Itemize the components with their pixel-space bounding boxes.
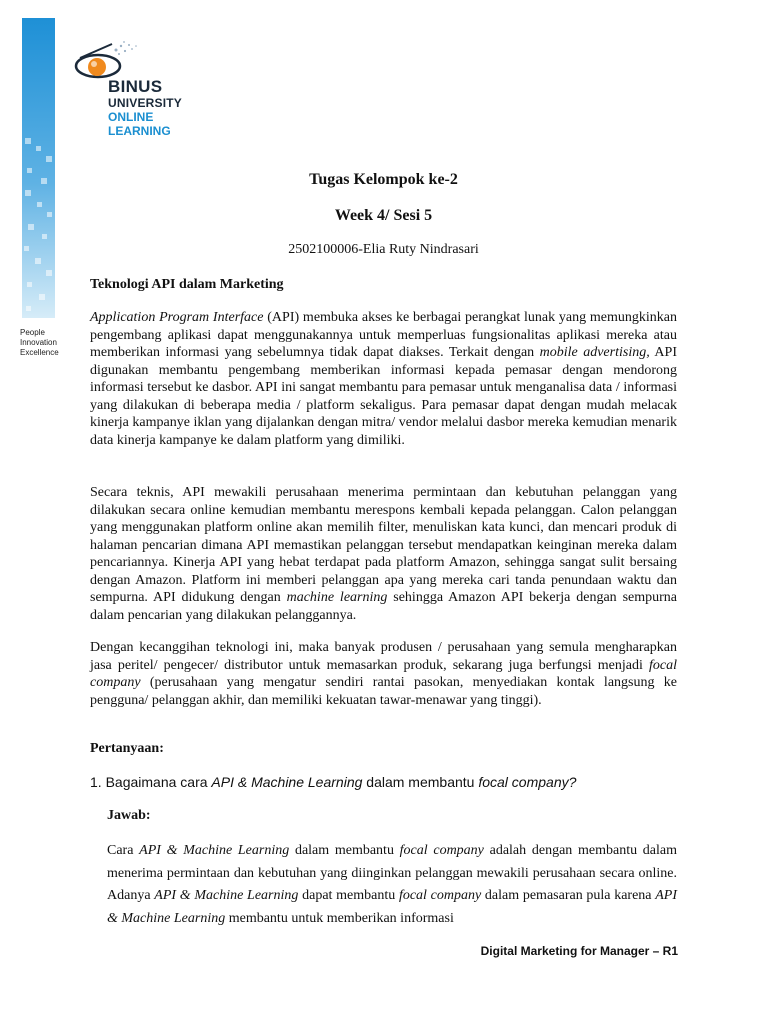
- answer-heading: Jawab:: [107, 808, 151, 823]
- question-1: 1. Bagaimana cara API & Machine Learning dalam membantu focal company?: [90, 774, 577, 790]
- tagline-innovation: Innovation: [20, 338, 57, 347]
- paragraph-3: Dengan kecanggihan teknologi ini, maka banyak produsen / perusahaan yang semula mengharapkan jasa peritel/ pengecer/ distributor untuk memasarkan produk, sekarang juga berfungsi menjadi focal company (perusahaan yang mengatur sendiri rantai pasokan, menyediakan kontak langsung ke pengguna/ pelanggan akhir, dan memiliki kekuatan tawar-menawar yang tinggi).: [90, 640, 677, 708]
- brand-university: UNIVERSITY: [108, 96, 183, 110]
- brand-learning: LEARNING: [108, 124, 171, 138]
- tagline-excellence: Excellence: [20, 348, 59, 357]
- brand-online: ONLINE: [108, 110, 154, 124]
- paragraph-2: Secara teknis, API mewakili perusahaan menerima permintaan dan kebutuhan pelanggan yang dilakukan secara online kemudian membantu merespons kembali kepada pelanggan. Calon pelanggan yang menggunakan platform online akan memilih filter, menuliskan kata kunci, dan mencari produk di halaman pencarian dimana API memastikan pelanggan tersebut mendapatkan keinginan mereka dalam pencariannya. Kinerja API yang hebat terdapat pada platform Amazon, sehingga sangat sulit bersaing dengan Amazon. Platform ini memberi pelanggan apa yang mereka cari tanda penundaan waktu dan sempurna. API didukung dengan machine learning sehingga Amazon API bekerja dengan sempurna dalam pencarian yang dilakukan pelanggannya.: [90, 485, 677, 623]
- sidebar-pattern-strip: [22, 18, 55, 318]
- tagline-people: People: [20, 328, 45, 337]
- brand-name: BINUS: [108, 77, 163, 96]
- paragraph-1: Application Program Interface (API) membuka akses ke berbagai perangkat lunak yang memungkinkan pengembang aplikasi dapat menggunakannya untuk memperluas fungsionalitas aplikasi mereka atau memberikan informasi yang sebelumnya tidak dapat diakses. Terkait dengan mobile advertising, API digunakan membantu pengembang memberikan informasi kepada pemasar dengan mendorong informasi tersebut ke dasbor. API ini sangat membantu para pemasar untuk menganalisa data / informasi yang dilakukan di beberapa media / platform sekaligus. Para pemasar dapat dengan mudah melacak kinerja kampanye iklan yang dijalankan dengan mitra/ vendor melalui dasbor mereka kemudian menarik data kinerja kampanye ke dalam platform yang dimiliki.: [90, 310, 677, 448]
- page-footer: Digital Marketing for Manager – R1: [480, 944, 678, 958]
- student-id-name: 2502100006-Elia Ruty Nindrasari: [288, 242, 479, 257]
- document-title: Tugas Kelompok ke-2: [309, 171, 458, 188]
- questions-heading: Pertanyaan:: [90, 741, 164, 756]
- week-session: Week 4/ Sesi 5: [334, 207, 433, 224]
- answer-1: Cara API & Machine Learning dalam membantu focal company adalah dengan membantu dalam menerima permintaan dan kebutuhan yang diinginkan pelanggan mewakili perusahaan secara online. Adanya API & Machine Learning dapat membantu focal company dalam pemasaran pula karena API & Machine Learning membantu untuk memberikan informasi: [107, 843, 678, 926]
- section-heading: Teknologi API dalam Marketing: [90, 277, 284, 292]
